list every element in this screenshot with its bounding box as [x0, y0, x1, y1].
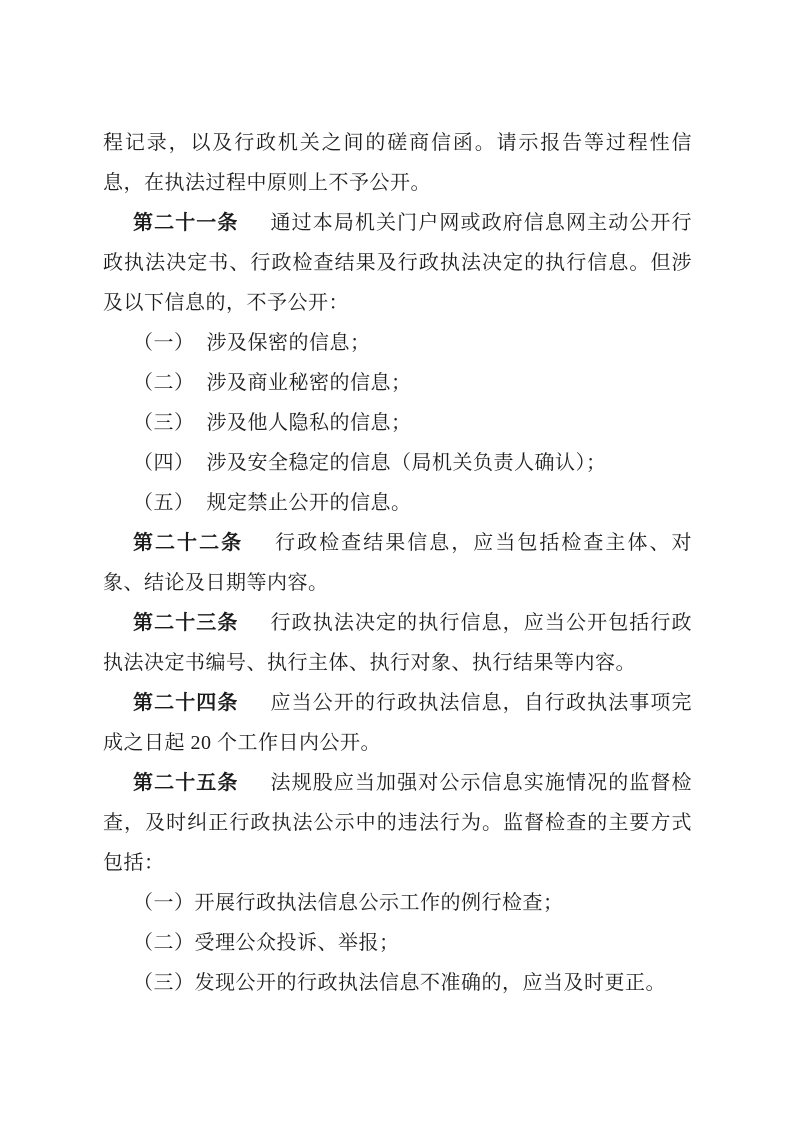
item-number: （三）: [133, 972, 195, 994]
item-number: （五）: [133, 492, 195, 514]
list-item: [103, 483, 692, 523]
article-number: 第二十四条: [133, 692, 239, 714]
item-number: （二）: [133, 372, 195, 394]
list-item: [103, 963, 692, 1003]
paragraph-text: 行政执法决定的执行信息，应当公开包括行政执法决定书编号、执行主体、执行对象、执行结果等内容。: [103, 612, 693, 674]
item-number: （四）: [133, 452, 195, 474]
list-item: [103, 363, 692, 403]
paragraph-text: 法规股应当加强对公示信息实施情况的监督检查，及时纠正行政执法公示中的违法行为。监督检查的主要方式包括：: [103, 772, 693, 874]
paragraph-text: 行政检查结果信息，应当包括检查主体、对象、结论及日期等内容。: [103, 532, 693, 594]
article-25-paragraph: [103, 763, 692, 883]
article-22-paragraph: [103, 523, 692, 603]
item-number: （一）: [133, 892, 195, 914]
item-text: 涉及商业秘密的信息；: [206, 372, 412, 394]
item-text: 涉及保密的信息；: [206, 332, 371, 354]
paragraph-text: 应当公开的行政执法信息，自行政执法事项完成之日起 20 个工作日内公开。: [103, 692, 693, 754]
paragraph-text: 程记录，以及行政机关之间的磋商信函。请示报告等过程性信息，在执法过程中原则上不予公开。: [103, 132, 692, 194]
item-number: （三）: [133, 412, 195, 434]
list-item: [103, 883, 692, 923]
article-number: 第二十二条: [133, 532, 244, 554]
item-text: 开展行政执法信息公示工作的例行检查；: [194, 892, 564, 914]
list-item: [103, 443, 692, 483]
article-number: 第二十五条: [133, 772, 239, 794]
item-text: 发现公开的行政执法信息不准确的，应当及时更正。: [194, 972, 666, 994]
article-23-paragraph: [103, 603, 692, 683]
item-text: 规定禁止公开的信息。: [206, 492, 412, 514]
list-item: [103, 403, 692, 443]
article-number: 第二十一条: [133, 212, 239, 234]
list-item: [103, 923, 692, 963]
paragraph-text: 通过本局机关门户网或政府信息网主动公开行政执法决定书、行政检查结果及行政执法决定的执行信息。但涉及以下信息的，不予公开：: [103, 212, 693, 314]
item-text: 涉及安全稳定的信息（局机关负责人确认）；: [206, 452, 607, 474]
paragraph-continuation: [103, 123, 692, 203]
article-24-paragraph: [103, 683, 692, 763]
list-item: [103, 323, 692, 363]
article-21-paragraph: [103, 203, 692, 323]
item-text: 受理公众投诉、举报；: [194, 932, 400, 954]
item-number: （一）: [133, 332, 195, 354]
article-number: 第二十三条: [133, 612, 239, 634]
item-text: 涉及他人隐私的信息；: [206, 412, 412, 434]
item-number: （二）: [133, 932, 195, 954]
